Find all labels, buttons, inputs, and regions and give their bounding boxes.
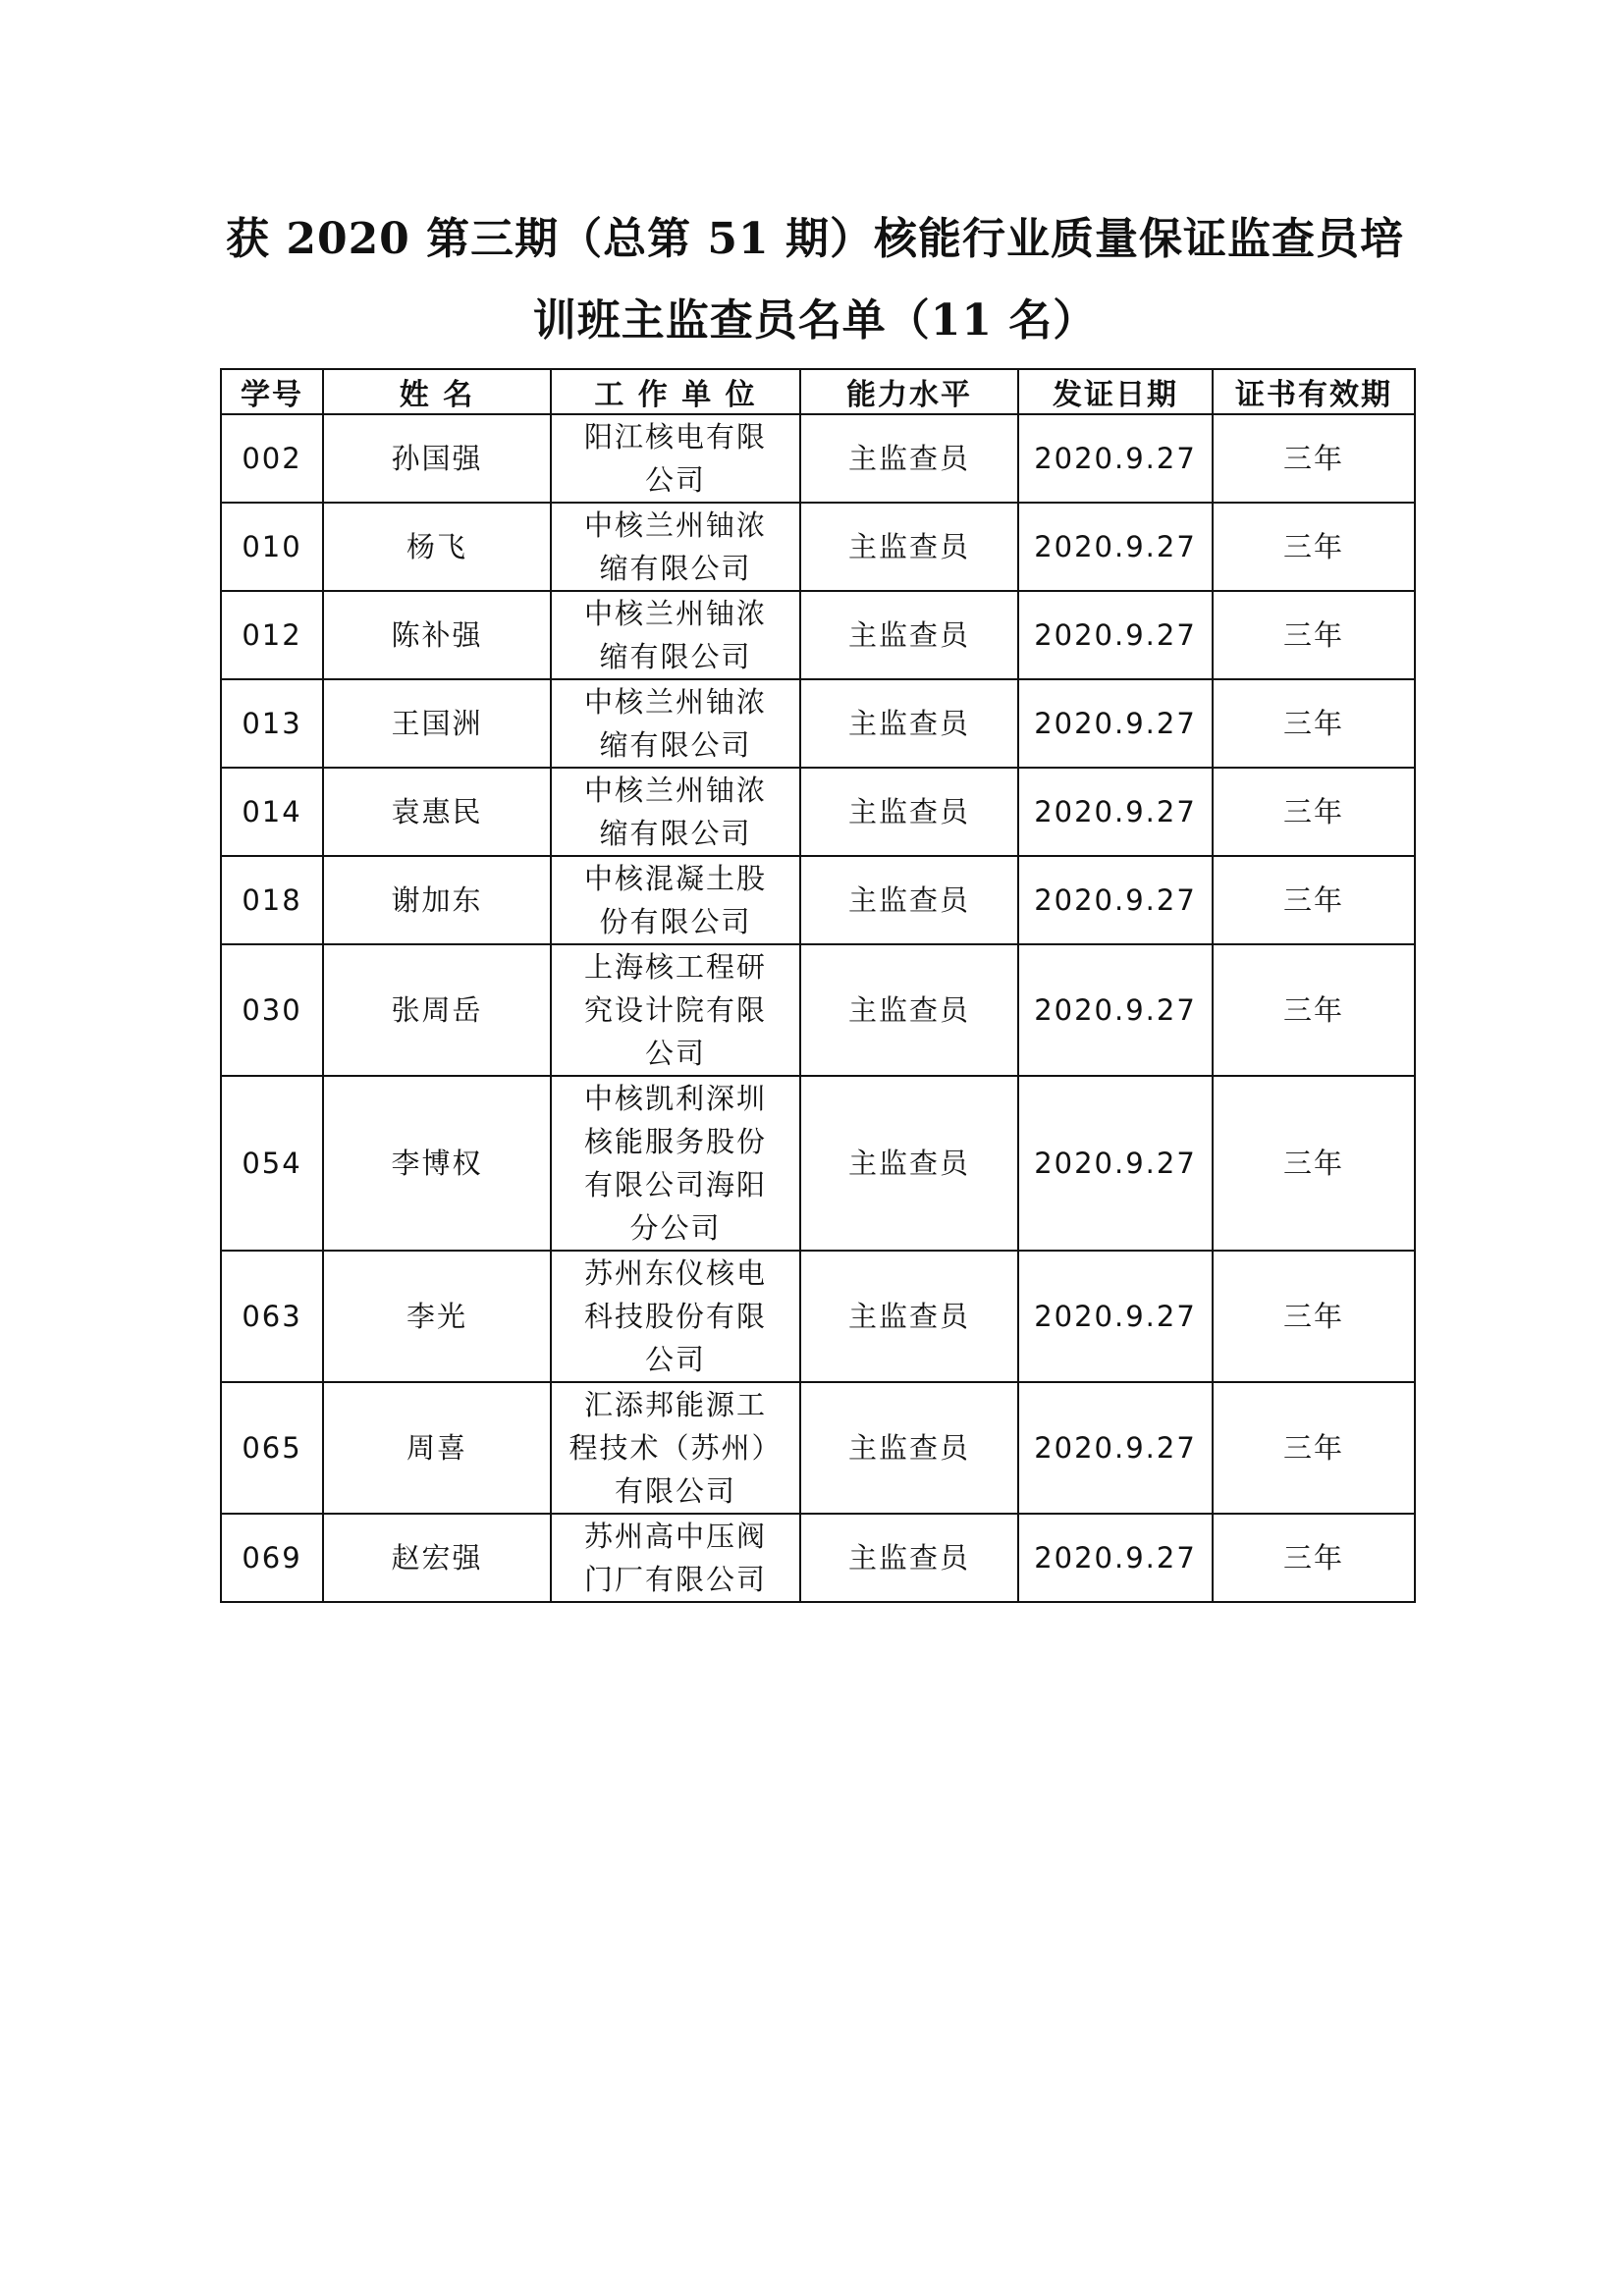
header-id: 学号 (221, 369, 323, 414)
table-row (221, 768, 1415, 856)
cell-name: 张周岳 (323, 944, 551, 1076)
cell-level: 主监查员 (800, 944, 1018, 1076)
cell-id: 014 (221, 768, 323, 856)
cell-name: 李光 (323, 1251, 551, 1382)
table-row (221, 1251, 1415, 1382)
cell-level: 主监查员 (800, 679, 1018, 768)
table-row (221, 1382, 1415, 1514)
cell-unit: 中核混凝土股 份有限公司 (551, 856, 800, 944)
cell-unit: 中核兰州铀浓 缩有限公司 (551, 503, 800, 591)
cell-date: 2020.9.27 (1018, 1382, 1213, 1514)
cell-level: 主监查员 (800, 1382, 1018, 1514)
cell-unit: 中核兰州铀浓 缩有限公司 (551, 679, 800, 768)
cell-name: 赵宏强 (323, 1514, 551, 1602)
cell-unit: 阳江核电有限 公司 (551, 414, 800, 503)
cell-validity: 三年 (1213, 1514, 1415, 1602)
roster-table (220, 368, 1416, 1603)
cell-id: 002 (221, 414, 323, 503)
cell-date: 2020.9.27 (1018, 944, 1213, 1076)
cell-date: 2020.9.27 (1018, 679, 1213, 768)
cell-validity: 三年 (1213, 414, 1415, 503)
cell-validity: 三年 (1213, 503, 1415, 591)
cell-level: 主监查员 (800, 856, 1018, 944)
header-validity: 证书有效期 (1213, 369, 1415, 414)
cell-name: 谢加东 (323, 856, 551, 944)
cell-level: 主监查员 (800, 1514, 1018, 1602)
cell-name: 袁惠民 (323, 768, 551, 856)
table-row (221, 944, 1415, 1076)
cell-level: 主监查员 (800, 414, 1018, 503)
cell-level: 主监查员 (800, 768, 1018, 856)
table-row (221, 856, 1415, 944)
cell-id: 010 (221, 503, 323, 591)
header-level: 能力水平 (800, 369, 1018, 414)
cell-date: 2020.9.27 (1018, 1514, 1213, 1602)
cell-id: 069 (221, 1514, 323, 1602)
cell-name: 杨飞 (323, 503, 551, 591)
table-row (221, 503, 1415, 591)
table-header-row (221, 369, 1415, 414)
cell-date: 2020.9.27 (1018, 1251, 1213, 1382)
header-unit: 工 作 单 位 (551, 369, 800, 414)
header-name: 姓 名 (323, 369, 551, 414)
cell-name: 王国洲 (323, 679, 551, 768)
cell-date: 2020.9.27 (1018, 414, 1213, 503)
cell-id: 054 (221, 1076, 323, 1251)
cell-date: 2020.9.27 (1018, 768, 1213, 856)
cell-unit: 苏州高中压阀 门厂有限公司 (551, 1514, 800, 1602)
cell-validity: 三年 (1213, 591, 1415, 679)
cell-validity: 三年 (1213, 944, 1415, 1076)
cell-name: 孙国强 (323, 414, 551, 503)
cell-id: 018 (221, 856, 323, 944)
cell-name: 李博权 (323, 1076, 551, 1251)
cell-validity: 三年 (1213, 679, 1415, 768)
cell-id: 063 (221, 1251, 323, 1382)
cell-validity: 三年 (1213, 768, 1415, 856)
cell-date: 2020.9.27 (1018, 503, 1213, 591)
cell-level: 主监查员 (800, 1076, 1018, 1251)
cell-unit: 上海核工程研 究设计院有限 公司 (551, 944, 800, 1076)
cell-id: 030 (221, 944, 323, 1076)
table-row (221, 414, 1415, 503)
cell-unit: 中核兰州铀浓 缩有限公司 (551, 768, 800, 856)
cell-date: 2020.9.27 (1018, 856, 1213, 944)
cell-validity: 三年 (1213, 1076, 1415, 1251)
cell-validity: 三年 (1213, 1251, 1415, 1382)
table-row (221, 1076, 1415, 1251)
cell-name: 陈补强 (323, 591, 551, 679)
cell-validity: 三年 (1213, 856, 1415, 944)
cell-date: 2020.9.27 (1018, 591, 1213, 679)
cell-level: 主监查员 (800, 1251, 1018, 1382)
cell-id: 012 (221, 591, 323, 679)
table-row (221, 679, 1415, 768)
cell-level: 主监查员 (800, 591, 1018, 679)
cell-name: 周喜 (323, 1382, 551, 1514)
page-title-line-2: 训班主监查员名单（11 名） (532, 295, 1098, 346)
cell-unit: 中核兰州铀浓 缩有限公司 (551, 591, 800, 679)
cell-id: 013 (221, 679, 323, 768)
cell-unit: 中核凯利深圳 核能服务股份 有限公司海阳 分公司 (551, 1076, 800, 1251)
page-title-line-1: 获 2020 第三期（总第 51 期）核能行业质量保证监查员培 (226, 214, 1404, 264)
table-row (221, 1514, 1415, 1602)
cell-id: 065 (221, 1382, 323, 1514)
cell-level: 主监查员 (800, 503, 1018, 591)
header-date: 发证日期 (1018, 369, 1213, 414)
cell-validity: 三年 (1213, 1382, 1415, 1514)
cell-unit: 汇添邦能源工 程技术（苏州） 有限公司 (551, 1382, 800, 1514)
cell-date: 2020.9.27 (1018, 1076, 1213, 1251)
cell-unit: 苏州东仪核电 科技股份有限 公司 (551, 1251, 800, 1382)
table-row (221, 591, 1415, 679)
